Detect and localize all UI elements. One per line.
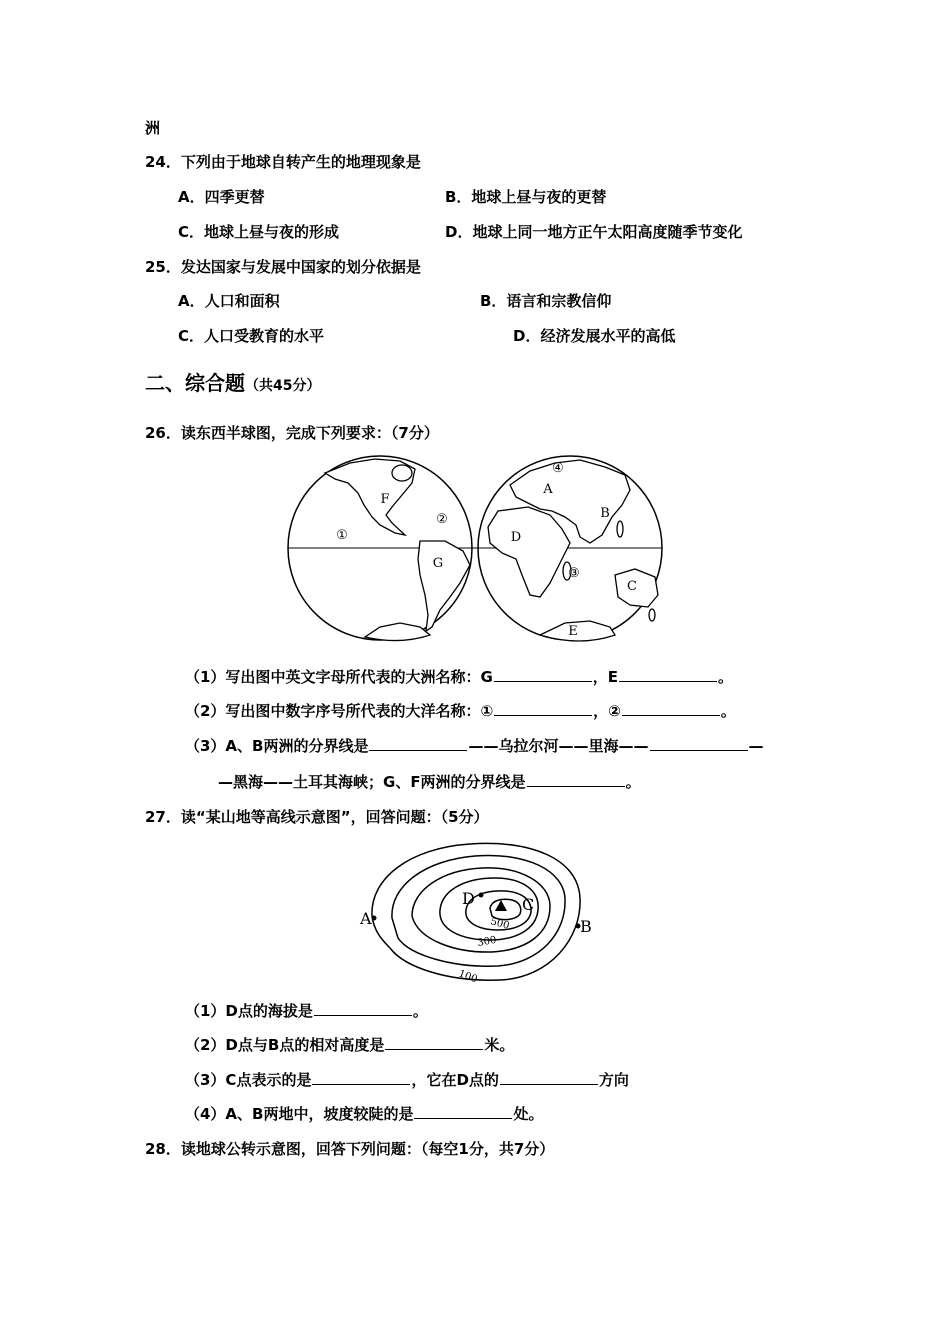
q27-sub4-text: （4）A、B两地中，坡度较陡的是 [185,1105,414,1123]
q27-sub3-end: 方向 [598,1071,629,1089]
q26-sub3 [185,736,764,756]
antarctica-west-shape [365,623,430,641]
q24-option-c: C．地球上昼与夜的形成 [178,223,340,241]
contour-label-C: C [522,895,535,914]
q26-sub3-text: （3）A、B两洲的分界线是 [185,737,369,755]
q24-stem: 24．下列由于地球自转产生的地理现象是 [145,153,421,171]
q25-stem: 25．发达国家与发展中国家的划分依据是 [145,258,421,276]
q25-option-a: A．人口和面积 [178,292,280,310]
q26-sub1-text: （1）写出图中英文字母所代表的大洲名称：G [185,668,493,686]
new-zealand-shape [649,609,655,621]
contour-label-500: 500 [489,916,511,932]
japan-shape [617,521,623,537]
answer-blank[interactable] [500,1070,598,1085]
q24-option-b: B．地球上昼与夜的更替 [445,188,607,206]
map-label-B: B [600,506,610,521]
answer-blank[interactable] [385,1035,483,1050]
answer-blank[interactable] [619,667,717,682]
map-label-ocean-3: ③ [568,566,580,581]
q27-sub2-end: 米。 [484,1036,515,1054]
answer-blank[interactable] [494,667,592,682]
africa-shape [488,507,570,597]
q26-stem: 26．读东西半球图，完成下列要求：（7分） [145,424,439,442]
map-label-C: C [627,579,637,594]
q26-sub1-end: 。 [718,668,734,686]
answer-blank[interactable] [414,1104,512,1119]
map-label-ocean-2: ② [436,512,448,527]
answer-blank[interactable] [527,772,625,787]
map-label-F: F [380,492,390,507]
contour-100 [372,843,580,980]
contour-label-D: D [462,889,475,908]
q27-sub1-text: （1）D点的海拔是 [185,1002,313,1020]
answer-blank[interactable] [312,1070,410,1085]
contour-label-B: B [580,917,592,936]
q26-sub3-text-2: ——乌拉尔河——里海—— [468,737,649,755]
q26-sub3-dash: — [748,737,764,755]
q26-sub2 [185,701,736,721]
greenland-shape [392,465,412,481]
q26-sub3-text-3: —黑海——土耳其海峡；G、F两洲的分界线是 [218,773,526,791]
q26-sub2-text-2: ，② [593,702,621,720]
contour-200 [392,855,565,966]
hemispheres-map [280,455,670,645]
peak-triangle [495,900,507,911]
map-label-D: D [510,530,522,545]
q27-sub2 [185,1035,514,1055]
answer-blank[interactable] [622,701,720,716]
answer-blank[interactable] [494,701,592,716]
q27-sub4-end: 处。 [513,1105,544,1123]
q27-sub2-text: （2）D点与B点的相对高度是 [185,1036,385,1054]
q26-sub3-end: 。 [625,773,641,791]
south-america-shape [418,541,470,631]
q27-sub4 [185,1104,544,1124]
q26-sub3-continued [218,772,641,792]
q27-sub3 [185,1070,629,1090]
q25-option-d: D．经济发展水平的高低 [513,327,676,345]
section-title: 二、综合题 [145,371,245,395]
q27-sub1-end: 。 [412,1002,428,1020]
answer-blank[interactable] [369,736,467,751]
map-label-G: G [432,556,444,571]
q28-stem: 28．读地球公转示意图，回答下列问题：（每空1分，共7分） [145,1140,555,1158]
q25-option-b: B．语言和宗教信仰 [480,292,612,310]
q26-sub1 [185,667,733,687]
map-label-ocean-1: ① [336,528,348,543]
point-D-dot [479,893,484,898]
contour-label-300: 300 [476,934,498,949]
answer-blank[interactable] [314,1001,412,1016]
q27-sub1 [185,1001,428,1021]
q24-option-d: D．地球上同一地方正午太阳高度随季节变化 [445,223,743,241]
q27-stem: 27．读“某山地等高线示意图”，回答问题：（5分） [145,808,489,826]
q26-sub1-text-2: ，E [592,668,619,686]
point-A-dot [372,916,377,921]
contour-map [350,838,610,988]
section-score: （共45分） [245,378,321,394]
map-label-A: A [543,482,553,497]
q27-sub3-text-2: ，它在D点的 [411,1071,499,1089]
map-label-E: E [568,624,578,639]
q26-sub2-end: 。 [720,702,736,720]
q25-option-c: C．人口受教育的水平 [178,327,325,345]
q26-sub2-text: （2）写出图中数字序号所代表的大洋名称：① [185,702,494,720]
contour-label-100: 100 [456,968,479,986]
q24-option-a: A．四季更替 [178,188,265,206]
contour-label-A: A [360,909,372,928]
section-heading [145,370,320,399]
map-label-ocean-4: ④ [552,461,564,476]
answer-blank[interactable] [650,736,748,751]
q27-sub3-text: （3）C点表示的是 [185,1071,312,1089]
previous-question-tail: 洲 [145,119,161,137]
